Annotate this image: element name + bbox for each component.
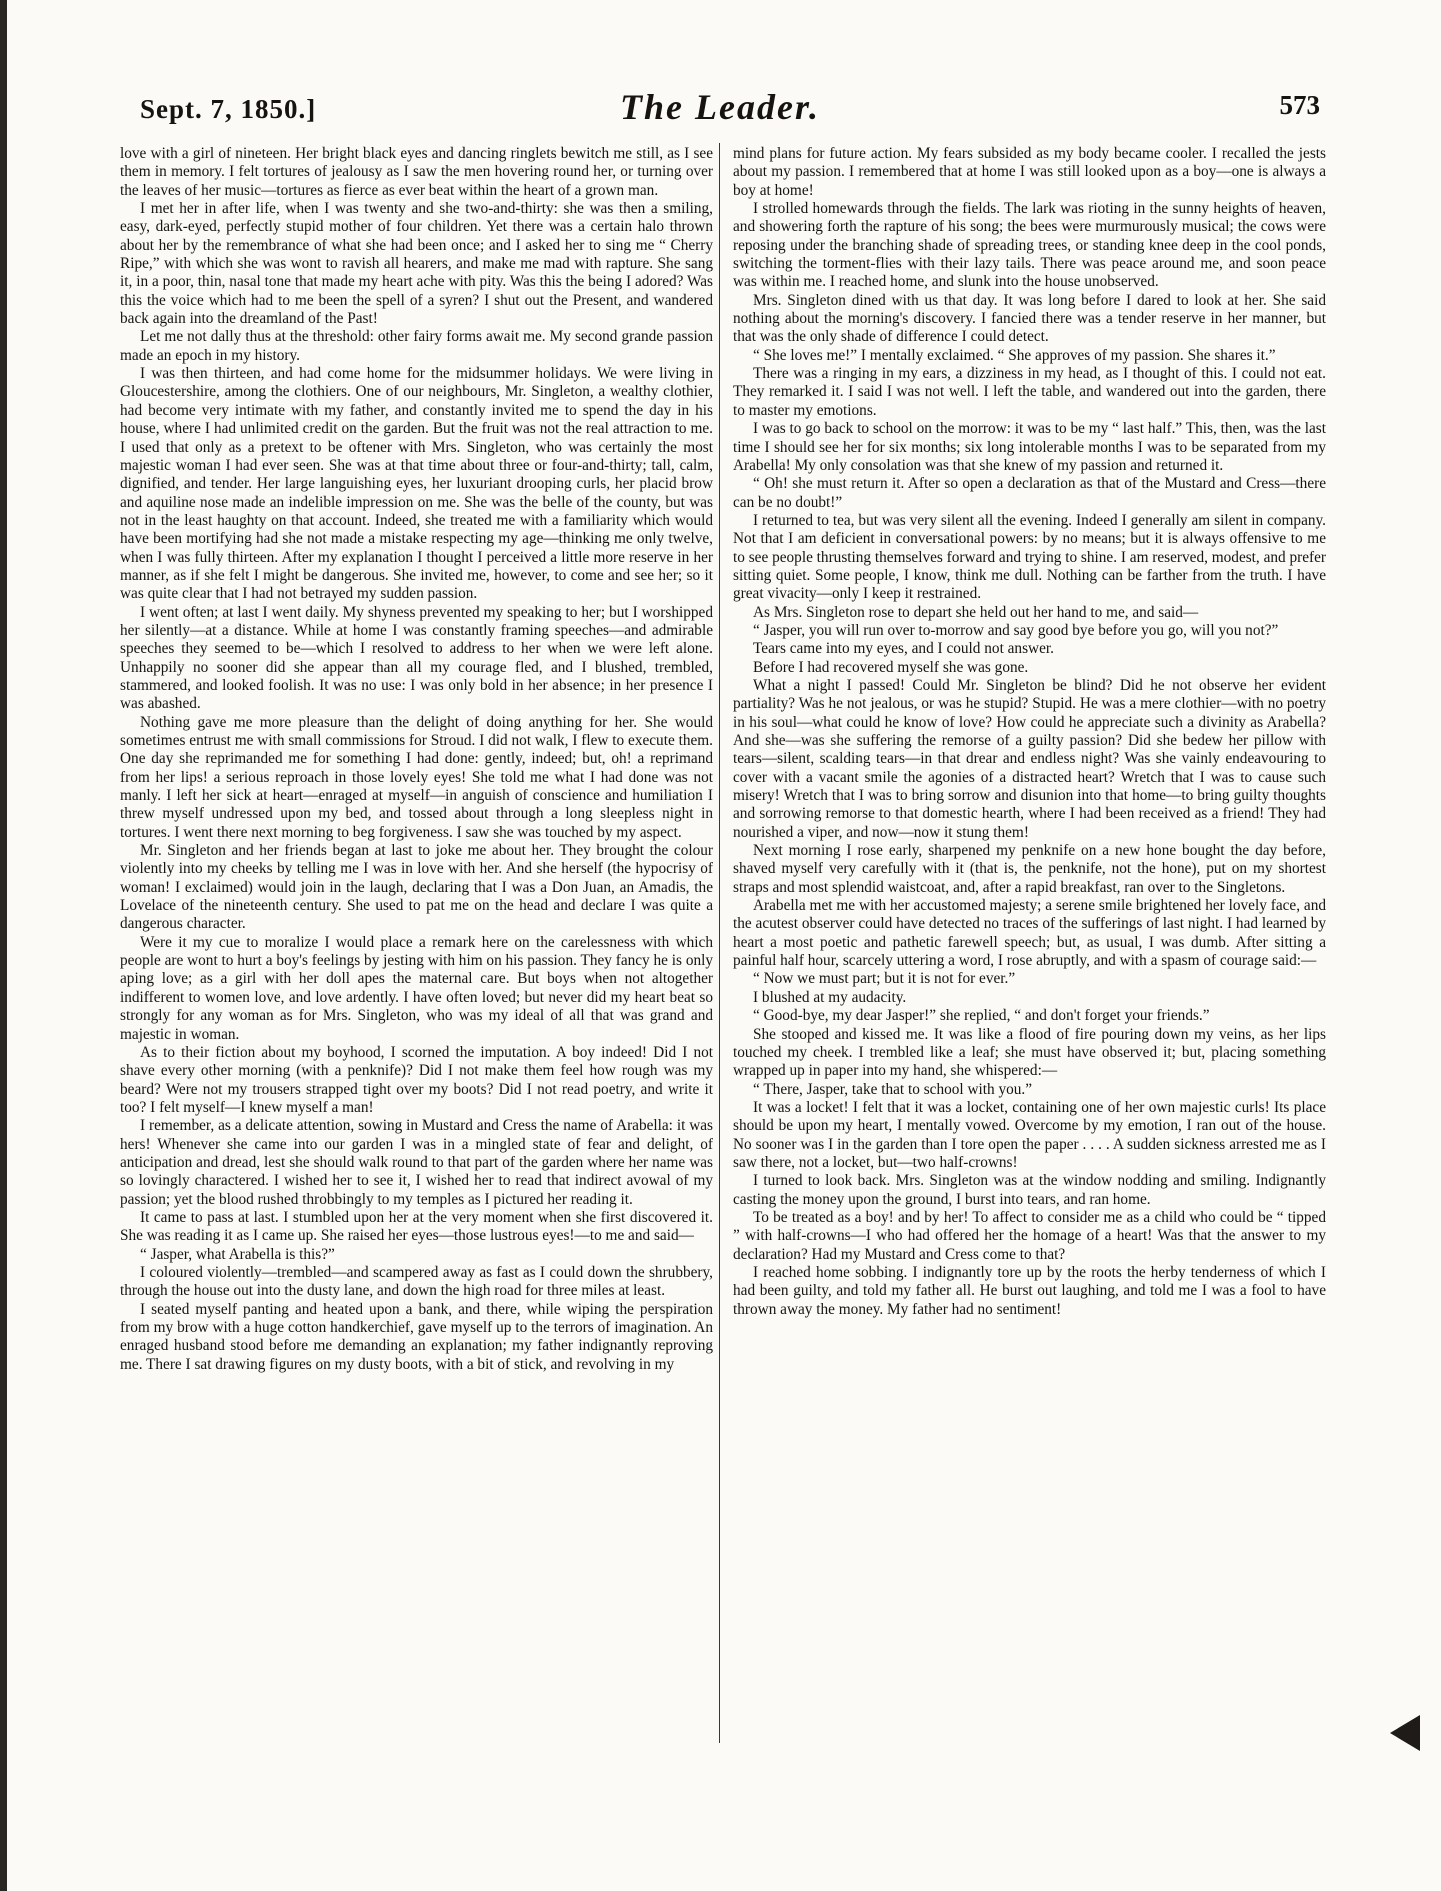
paragraph: “ Jasper, what Arabella is this?”: [140, 1245, 335, 1263]
paragraph: I seated myself panting and heated upon a bank, and there, while wiping the perspiration from my brow with a huge cotton handkerchief, gave myself up to the terrors of imagination. An enraged husband stood before me demanding an explanation; my father indignantly reproving me. There I sat drawing figures on my dusty boots, with a bit of stick, and revolving in my: [120, 1300, 713, 1373]
page-header: [120, 84, 1320, 130]
paragraph: “ Now we must part; but it is not for ever.”: [753, 970, 1016, 988]
paragraph: I went often; at last I went daily. My shyness prevented my speaking to her; but I worshipped her silently—at a distance. While at home I was constantly framing speeches—and admirable speeches they seemed to be—which I resolved to address to her when we were left alone. Unhappily no sooner did she appear than all my courage fled, and I blushed, trembled, stammered, and looked foolish. It was no use: I was only bold in her absence; in her presence I was abashed.: [120, 603, 713, 713]
paragraph: Mrs. Singleton dined with us that day. It was long before I dared to look at her. She said nothing about the morning's discovery. I fancied there was a tender reserve in her manner, but that was the only shade of difference I could detect.: [733, 291, 1326, 346]
paragraph: I returned to tea, but was very silent all the evening. Indeed I generally am silent in company. Not that I am deficient in conversational powers: by no means; but it is always offensive to me to see people thrusting themselves forward and trying to shine. I am reserved, modest, and prefer sitting quiet. Some people, I know, think me dull. Nothing can be farther from the truth. I have great vivacity—only I keep it restrained.: [733, 511, 1326, 603]
paragraph: I met her in after life, when I was twenty and she two-and-thirty: she was then a smiling, easy, dark-eyed, perfectly stupid mother of four children. Yet there was a certain halo thrown about her by the remembrance of what she had been once; and I asked her to sing me “ Cherry Ripe,” with which she was wont to ravish all hearers, and make me mad with rapture. She sang it, in a poor, thin, nasal tone that made my heart ache with pity. Was this the being I adored? Was this the voice which had to me been the spell of a syren? I shut out the Present, and wandered back again into the dreamland of the Past!: [120, 200, 713, 328]
paragraph: mind plans for future action. My fears subsided as my body became cooler. I recalled the jests about my passion. I remembered that at home I was still looked upon as a boy—one is always a boy at home!: [733, 145, 1326, 199]
paragraph: I turned to look back. Mrs. Singleton was at the window nodding and smiling. Indignantly casting the money upon the ground, I burst into tears, and ran home.: [733, 1172, 1326, 1208]
issue-date: Sept. 7, 1850.]: [140, 94, 317, 124]
right-column: [733, 145, 1326, 1745]
paragraph: “ Jasper, you will run over to-morrow and say good bye before you go, will you not?”: [753, 621, 1279, 639]
page-number: 573: [1279, 90, 1320, 120]
paragraph: “ She loves me!” I mentally exclaimed. “ She approves of my passion. She shares it.”: [753, 346, 1276, 364]
margin-ink-mark: [1390, 1715, 1420, 1751]
paragraph: Were it my cue to moralize I would place a remark here on the carelessness with which people are wont to hurt a boy's feelings by jesting with him on his passion. They fancy he is only aping love; as a girl with her doll apes the maternal care. But boys when not altogether indifferent to women love, and love ardently. I have often loved; but never did my heart beat so strongly for any woman as for Mrs. Singleton, who was my ideal of all that was grand and majestic in woman.: [120, 933, 713, 1043]
paragraph: It was a locket! I felt that it was a locket, containing one of her own majestic curls! Its place should be upon my heart, I mentally vowed. Overcome by my emotion, I ran out of the house. No sooner was I in the garden than I tore open the paper . . . . A sudden sickness arrested me as I saw there, not a locket, but—two half-crowns!: [733, 1098, 1326, 1171]
paragraph: As Mrs. Singleton rose to depart she held out her hand to me, and said—: [753, 603, 1199, 621]
paragraph: There was a ringing in my ears, a dizziness in my head, as I thought of this. I could not eat. They remarked it. I said I was not well. I left the table, and wandered out into the garden, there to master my emotions.: [733, 365, 1326, 419]
paragraph: I remember, as a delicate attention, sowing in Mustard and Cress the name of Arabella: it was hers! Whenever she came into our garden I was in a mingled state of fear and delight, of anticipation and dread, lest she should walk round to that part of the garden where her name was so lovingly charactered. I wished her to see it, I wished her to read that indirect avowal of my passion; yet the blood rushed throbbingly to my temples as I pictured her reading it.: [120, 1117, 713, 1208]
left-column: [120, 145, 713, 1745]
paragraph: Nothing gave me more pleasure than the delight of doing anything for her. She would sometimes entrust me with small commissions for Stroud. I did not walk, I flew to execute them. One day she reprimanded me for something I had done: gently, indeed; but, oh! a reprimand from her lips! a serious reproach in those lovely eyes! She told me what I had done was not manly. I left her sick at heart—enraged at myself—in anguish of conscience and humiliation I threw myself undressed upon my bed, and tossed about through a long sleepless night in tortures. I went there next morning to beg forgiveness. I saw she was touched by my aspect.: [120, 713, 713, 841]
paragraph: I was to go back to school on the morrow: it was to be my “ last half.” This, then, was the last time I should see her for six months; six long intolerable months I was to be separated from my Arabella! My only consolation was that she knew of my passion and returned it.: [733, 420, 1326, 474]
paragraph: “ Oh! she must return it. After so open a declaration as that of the Mustard and Cress—there can be no doubt!”: [733, 475, 1326, 511]
paragraph: She stooped and kissed me. It was like a flood of fire pouring down my veins, as her lips touched my cheek. I trembled like a leaf; she must have observed it; but, placing something wrapped up in paper into my hand, she whispered:—: [733, 1025, 1326, 1080]
paragraph: Mr. Singleton and her friends began at last to joke me about her. They brought the colour violently into my cheeks by telling me I was in love with her. And she herself (the hypocrisy of woman! I exclaimed) would join in the laugh, declaring that I was a Don Juan, an Amadis, the Lovelace of the nineteenth century. She used to pat me on the head and declare I was quite a dangerous character.: [120, 842, 713, 933]
paragraph: I blushed at my audacity.: [753, 988, 907, 1006]
paragraph: Before I had recovered myself she was gone.: [753, 658, 1029, 676]
masthead-title: The Leader.: [620, 87, 820, 127]
paragraph: I coloured violently—trembled—and scampered away as fast as I could down the shrubbery, through the house out into the dusty lane, and down the high road for three miles at least.: [120, 1263, 713, 1300]
paragraph: “ Good-bye, my dear Jasper!” she replied, “ and don't forget your friends.”: [753, 1007, 1210, 1025]
page-edge: [0, 0, 7, 1891]
paragraph: What a night I passed! Could Mr. Singleton be blind? Did he not observe her evident partiality? Was he not jealous, or was he stupid? Stupid. He was a mere clothier—with no poetry in his soul—what could he know of love? How could he appreciate such a divinity as Arabella? And she—was she suffering the remorse of a guilty passion? Did she bedew her pillow with tears—silent, scalding tears—in that drear and endless night? Was she vainly endeavouring to cover with a vacant smile the agonies of a distracted heart? Wretch that I was to cause such misery! Wretch that I was to bring sorrow and disunion into that home—to bring guilty thoughts and sorrowing remorse to that domestic hearth, where I had been received as a friend! They had nourished a viper, and now—now it stung them!: [733, 676, 1326, 841]
paragraph: It came to pass at last. I stumbled upon her at the very moment when she first discovered it. She was reading it as I came up. She raised her eyes—those lustrous eyes!—to me and said—: [120, 1208, 713, 1245]
column-divider: [719, 143, 720, 1743]
paragraph: Arabella met me with her accustomed majesty; a serene smile brightened her lovely face, and the acutest observer could have detected no traces of the sufferings of last night. I had learned by heart a most poetic and pathetic farewell speech; but, as usual, I was dumb. After sitting a painful half hour, scarcely uttering a word, I rose abruptly, and with a spasm of courage said:—: [733, 897, 1326, 970]
paragraph: I reached home sobbing. I indignantly tore up by the roots the herby tenderness of which I had been guilty, and told my father all. He burst out laughing, and told me I was a fool to have thrown away the money. My father had no sentiment!: [733, 1263, 1326, 1318]
paragraph: I was then thirteen, and had come home for the midsummer holidays. We were living in Gloucestershire, among the clothiers. One of our neighbours, Mr. Singleton, a wealthy clothier, had become very intimate with my father, and constantly invited me to spend the day in his house, where I had unlimited credit on the garden. But the fruit was not the real attraction to me. I used that only as a pretext to be oftener with Mrs. Singleton, who was certainly the most majestic woman I had ever seen. She was at that time about three or four-and-thirty; tall, calm, dignified, and tender. Her large languishing eyes, her luxuriant drooping curls, her placid brow and aquiline nose made an indelible impression on me. She was the belle of the county, but was not in the least haughty on that account. Indeed, she treated me with a familiarity which would have been mortifying had she not made a mistake respecting my age—thinking me only twelve, when I was fully thirteen. After my explanation I thought I perceived a little more reserve in her manner, as if she felt I might be dangerous. She invited me, however, to come and see her; so it was quite clear that I had not betrayed my sudden passion.: [120, 365, 713, 603]
paragraph: Next morning I rose early, sharpened my penknife on a new hone bought the day before, shaved myself very carefully with it (that is, the penknife, not the hone), put on my shortest straps and most splendid waistcoat, and, after a rapid breakfast, ran over to the Singletons.: [733, 842, 1326, 896]
paragraph: I strolled homewards through the fields. The lark was rioting in the sunny heights of heaven, and showering forth the rapture of his song; the bees were murmurously musical; the cows were reposing under the branching shade of spreading trees, or standing knee deep in the cool ponds, switching the torment-flies with their lazy tails. There was peace around me, and soon peace was within me. I reached home, and slunk into the house unobserved.: [733, 200, 1326, 291]
paragraph: “ There, Jasper, take that to school with you.”: [753, 1080, 1033, 1098]
paragraph: Let me not dally thus at the threshold: other fairy forms await me. My second grande passion made an epoch in my history.: [120, 328, 713, 364]
paragraph: Tears came into my eyes, and I could not answer.: [753, 640, 1054, 658]
paragraph: love with a girl of nineteen. Her bright black eyes and dancing ringlets bewitch me still, as I see them in memory. I felt tortures of jealousy as I saw the men hovering round her, or turning over the leaves of her music—tortures as fierce as ever beat within the heart of a grown man.: [120, 145, 713, 199]
paragraph: As to their fiction about my boyhood, I scorned the imputation. A boy indeed! Did I not shave every other morning (with a penknife)? Did I not make them feel how rough was my beard? Were not my trousers strapped tight over my boots? Did I not read poetry, and write it too? I felt myself—I knew myself a man!: [120, 1043, 713, 1116]
paragraph: To be treated as a boy! and by her! To affect to consider me as a child who could be “ tipped ” with half-crowns—I who had offered her the homage of a heart! Was that the answer to my declaration? Had my Mustard and Cress come to that?: [733, 1208, 1326, 1263]
